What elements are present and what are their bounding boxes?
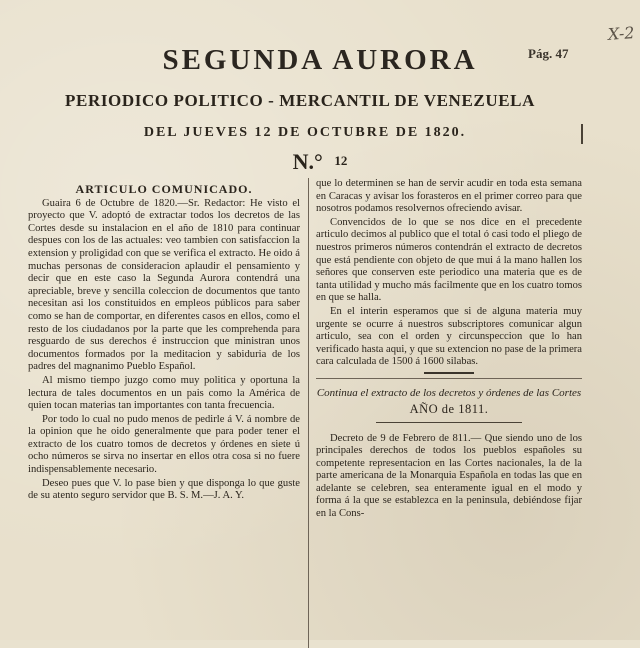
masthead-subtitle: PERIODICO POLITICO - MERCANTIL DE VENEZUELA [65, 91, 535, 110]
year-heading: AÑO de 1811. [409, 401, 489, 416]
left-paragraph-1: Guaira 6 de Octubre de 1820.—Sr. Redactor: He visto el proyecto que V. adoptó de extractar todos los decretos de las Cortes desde su instalacion en el año de 1810 para continuar despues con los de las actuales: veo tambien con satisfaccion la extension y proligidad con que se verifica el extracto. He oido á muchas personas de consideracion aplaudir el pensamiento y decir que en este caso la Segunda Aurora contendrá una apreciable, breve y sencilla coleccion de documentos que tanto necesitan asi los constituidos en empleos públicos para saber como se han de comportar, en diferentes casos en ellos, como el resto de los ciudadanos por la parte que les comprehenda para resguardo de sus derechos é instruccion que ministran unos documentos formados por la meditacion y sabiduria de los padres del magnanimo Pueblo Español. [28, 197, 300, 373]
left-paragraph-4: Deseo pues que V. lo pase bien y que disponga lo que guste de su atento seguro servidor que B. S. M.—J. A. Y. [28, 477, 300, 502]
issue-number [0, 149, 640, 175]
year-rule [376, 422, 522, 423]
page-number-label: Pág. 47 [528, 46, 569, 61]
left-column [28, 178, 300, 504]
issue-number-label: N.° [292, 149, 323, 174]
column-divider [308, 178, 309, 648]
right-paragraph-1: que lo determinen se han de servir acudir en toda esta semana en Caracas y avisar los forasteros en el primer correo para que nosotros podamos resolvernos ofreciendo avisar. [316, 178, 582, 215]
continua-heading: Continua el extracto de los decretos y órdenes de las Cortes [316, 378, 582, 400]
right-paragraph-2: Convencidos de lo que se nos dice en el precedente articulo decimos al publico que el total ó casi todo el pliego de nuestros primeros números contendrán el extracto de decretos que está pendiente con objeto de que mui á la mano hallen los señores que conserven este periodico una materia que es de tanta utilidad y mucho más facilmente que en los cuatro tomos en que se halla. [316, 216, 582, 304]
right-column [316, 178, 582, 522]
decree-paragraph: Decreto de 9 de Febrero de 811.— Que siendo uno de los principales derechos de todos los pueblos españoles su competente representacion en las Cortes nacionales, la de la parte americana de la Monarquia Española en todas las que en adelante se celebren, sea enteramente igual en el modo y forma á la que se establezca en la peninsula, debiéndose fijar en la Cons- [316, 432, 582, 520]
handwritten-margin-note: X-2 [606, 23, 635, 44]
left-paragraph-2: Al mismo tiempo juzgo como muy politica y oportuna la lectura de tales documentos en un pais como la América de quien tocan materias tan importantes con tanta frecuencia. [28, 374, 300, 412]
issue-dateline: DEL JUEVES 12 DE OCTUBRE DE 1820. [143, 125, 467, 140]
edge-mark [581, 124, 583, 144]
masthead-title: SEGUNDA AURORA [162, 44, 478, 76]
article-heading: ARTICULO COMUNICADO. [75, 182, 253, 196]
issue-number-value: 12 [334, 153, 348, 168]
section-rule [424, 372, 474, 374]
left-paragraph-3: Por todo lo cual no pudo menos de pedirle á V. á nombre de la opinion que he oido generalmente que para poder tener el extracto de los cuatro tomos de decretos y órdenes en siete ú ocho números se sirva no insertar en ellos otra cosa si no fuere indispensablemente necesario. [28, 413, 300, 476]
right-paragraph-3: En el interin esperamos que si de alguna materia muy urgente se ocurre á nuestros subscriptores comunicar algun articulo, sea con el orden y circunspeccion que lo han verificado hasta aqui, y que su extencion no pase de la primera cara calculada de 1500 á 1600 silabas. [316, 305, 582, 368]
